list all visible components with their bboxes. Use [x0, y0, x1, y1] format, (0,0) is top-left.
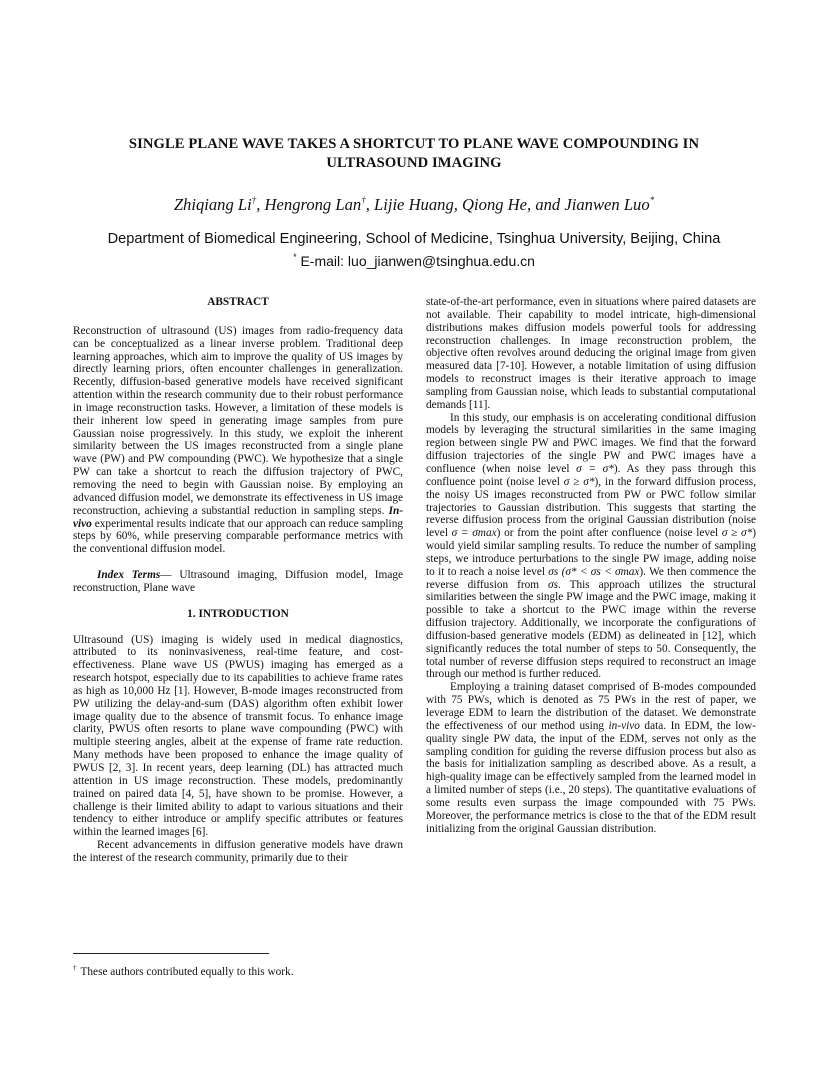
introduction-heading: 1. INTRODUCTION [187, 607, 289, 620]
footnote: † These authors contributed equally to this work. [73, 964, 294, 978]
author: Jianwen Luo* [564, 195, 655, 214]
author: Hengrong Lan† [264, 195, 366, 214]
author: Lijie Huang [374, 195, 454, 214]
affiliation: Department of Biomedical Engineering, School of Medicine, Tsinghua University, Beijing, China [107, 231, 721, 247]
intro-paragraph-2-continued: state-of-the-art performance, even in situations where paired datasets are not available. Their capability to model intricate, high-dimensional distributions makes diffusion models powerful tools for addressing reconstruction challenges. In image reconstruction problem, the objective often revolves around deducing the original image from given measured data [7-10]. However, a notable limitation of using diffusion models to reconstruct images is their iterative approach to image sampling from Gaussian noise, which leads to substantial computational demands [11]. [426, 296, 756, 411]
author-list: Zhiqiang Li†, Hengrong Lan†, Lijie Huang, Qiong He, and Jianwen Luo* [173, 195, 655, 214]
intro-paragraph-2: Recent advancements in diffusion generative models have drawn the interest of the research community, primarily due to their [73, 839, 403, 864]
title-line-2: ULTRASOUND IMAGING [326, 155, 502, 171]
title-line-1: SINGLE PLANE WAVE TAKES A SHORTCUT TO PLANE WAVE COMPOUNDING IN [128, 136, 700, 152]
intro-paragraph-3: In this study, our emphasis is on accelerating conditional diffusion models by leveraging the structural similarities in the same imaging region between single PW and PWC images. We find that the forward diffusion trajectories of the single PW and PWC images have a confluence (when noise level σ = σ*). As they pass through this confluence point (noise level σ ≥ σ*), in the forward diffusion process, the noisy US images reconstructed from PW or PWC follow similar trajectories to Gaussian distribution. This suggests that starting the reverse diffusion process from the original Gaussian distribution (noise level σ = σmax) or from the point after confluence (noise level σ ≥ σ*) would yield similar sampling results. To reduce the number of sampling steps, we introduce perturbations to the single PW image, adding noise to it to reach a noise level σs (σ* < σs < σmax). We then commence the reverse diffusion from σs. This approach utilizes the structural similarities between the single PW image and the PWC image, making it possible to take a shortcut to the PWC image within the reverse diffusion trajectory. Additionally, we incorporate the configurations of diffusion-based generative models (EDM) as delineated in [12], which significantly reduces the total number of steps to 50. Consequently, the total number of reverse diffusion steps required to reconstruct an image through our method is further reduced. [426, 411, 757, 681]
contact-email: * E-mail: luo_jianwen@tsinghua.edu.cn [293, 252, 535, 269]
right-column [426, 296, 756, 835]
intro-paragraph-4: Employing a training dataset comprised of B-modes compounded with 75 PWs, which is denoted as 75 PWs in the rest of paper, we leverage EDM to learn the distribution of the dataset. We demonstrate the effectiveness of our method using in-vivo data. In EDM, the low-quality single PW data, the input of the EDM, serves not only as the sampling condition for guiding the reverse diffusion process but also as the basis for initialization sampling as described above. As a result, a high-quality image can be effectively sampled from the learned model in a limited number of steps (i.e., 20 steps). The quantitative evaluations of some results even surpass the image compounded with 75 PWs. Moreover, the performance metrics is close to the that of the EDM result initializing from the original Gaussian distribution. [426, 681, 757, 835]
abstract-heading: ABSTRACT [207, 296, 269, 308]
author: Qiong He [462, 195, 528, 214]
author: Zhiqiang Li† [173, 195, 257, 214]
footnote-divider [73, 953, 269, 954]
intro-paragraph-1: Ultrasound (US) imaging is widely used in medical diagnostics, attributed to its noninvasiveness, real-time feature, and cost-effectiveness. Plane wave US (PWUS) imaging has emerged as a research hotspot, especially due to its capabilities to achieve frame rates as high as 10,000 Hz [1]. However, B-mode images reconstructed from PW utilizing the delay-and-sum (DAS) algorithm often exhibit lower image quality due to the absence of transmit focus. To enhance image clarity, PWUS often resorts to plane wave compounding (PWC) with multiple steering angles, albeit at the expense of frame rate reduction. Many methods have been proposed to enhance the image quality of PWUS [2, 3]. In recent years, deep learning (DL) has attracted much attention in US image reconstruction. These models, predominantly trained on paired data [4, 5], have shown to be promise. However, a challenge is their limited ability to adapt to various situations and their tendency to either introduce or amplify specific attributes or features within the learned images [6]. [73, 633, 403, 839]
left-column [73, 296, 403, 865]
abstract-text: Reconstruction of ultrasound (US) images from radio-frequency data can be conceptualized as a linear inverse problem. Traditional deep learning approaches, which aim to improve the quality of US images by directly learning priors, often encounter challenges in generalization. Recently, diffusion-based generative models have received significant attention within the research community due to their robust performance in image reconstruction tasks. However, a limitation of these models is their inherent low speed in generating image samples from pure Gaussian noise progressively. In this study, we exploit the inherent similarity between the US images reconstructed from a single plane wave (PW) and PW compounding (PWC). We hypothesize that a single PW can take a shortcut to reach the diffusion trajectory of PWC, removing the need to begin with Gaussian noise. By employing an advanced diffusion model, we demonstrate its effectiveness in US image reconstruction, achieving a substantial reduction in sampling steps. In-vivo experimental results indicate that our approach can reduce sampling steps by 60%, while preserving comparable performance metrics with the conventional diffusion model. [73, 324, 404, 556]
index-terms: Index Terms— Ultrasound imaging, Diffusion model, Image reconstruction, Plane wave [73, 569, 403, 594]
paper-title [60, 135, 768, 173]
